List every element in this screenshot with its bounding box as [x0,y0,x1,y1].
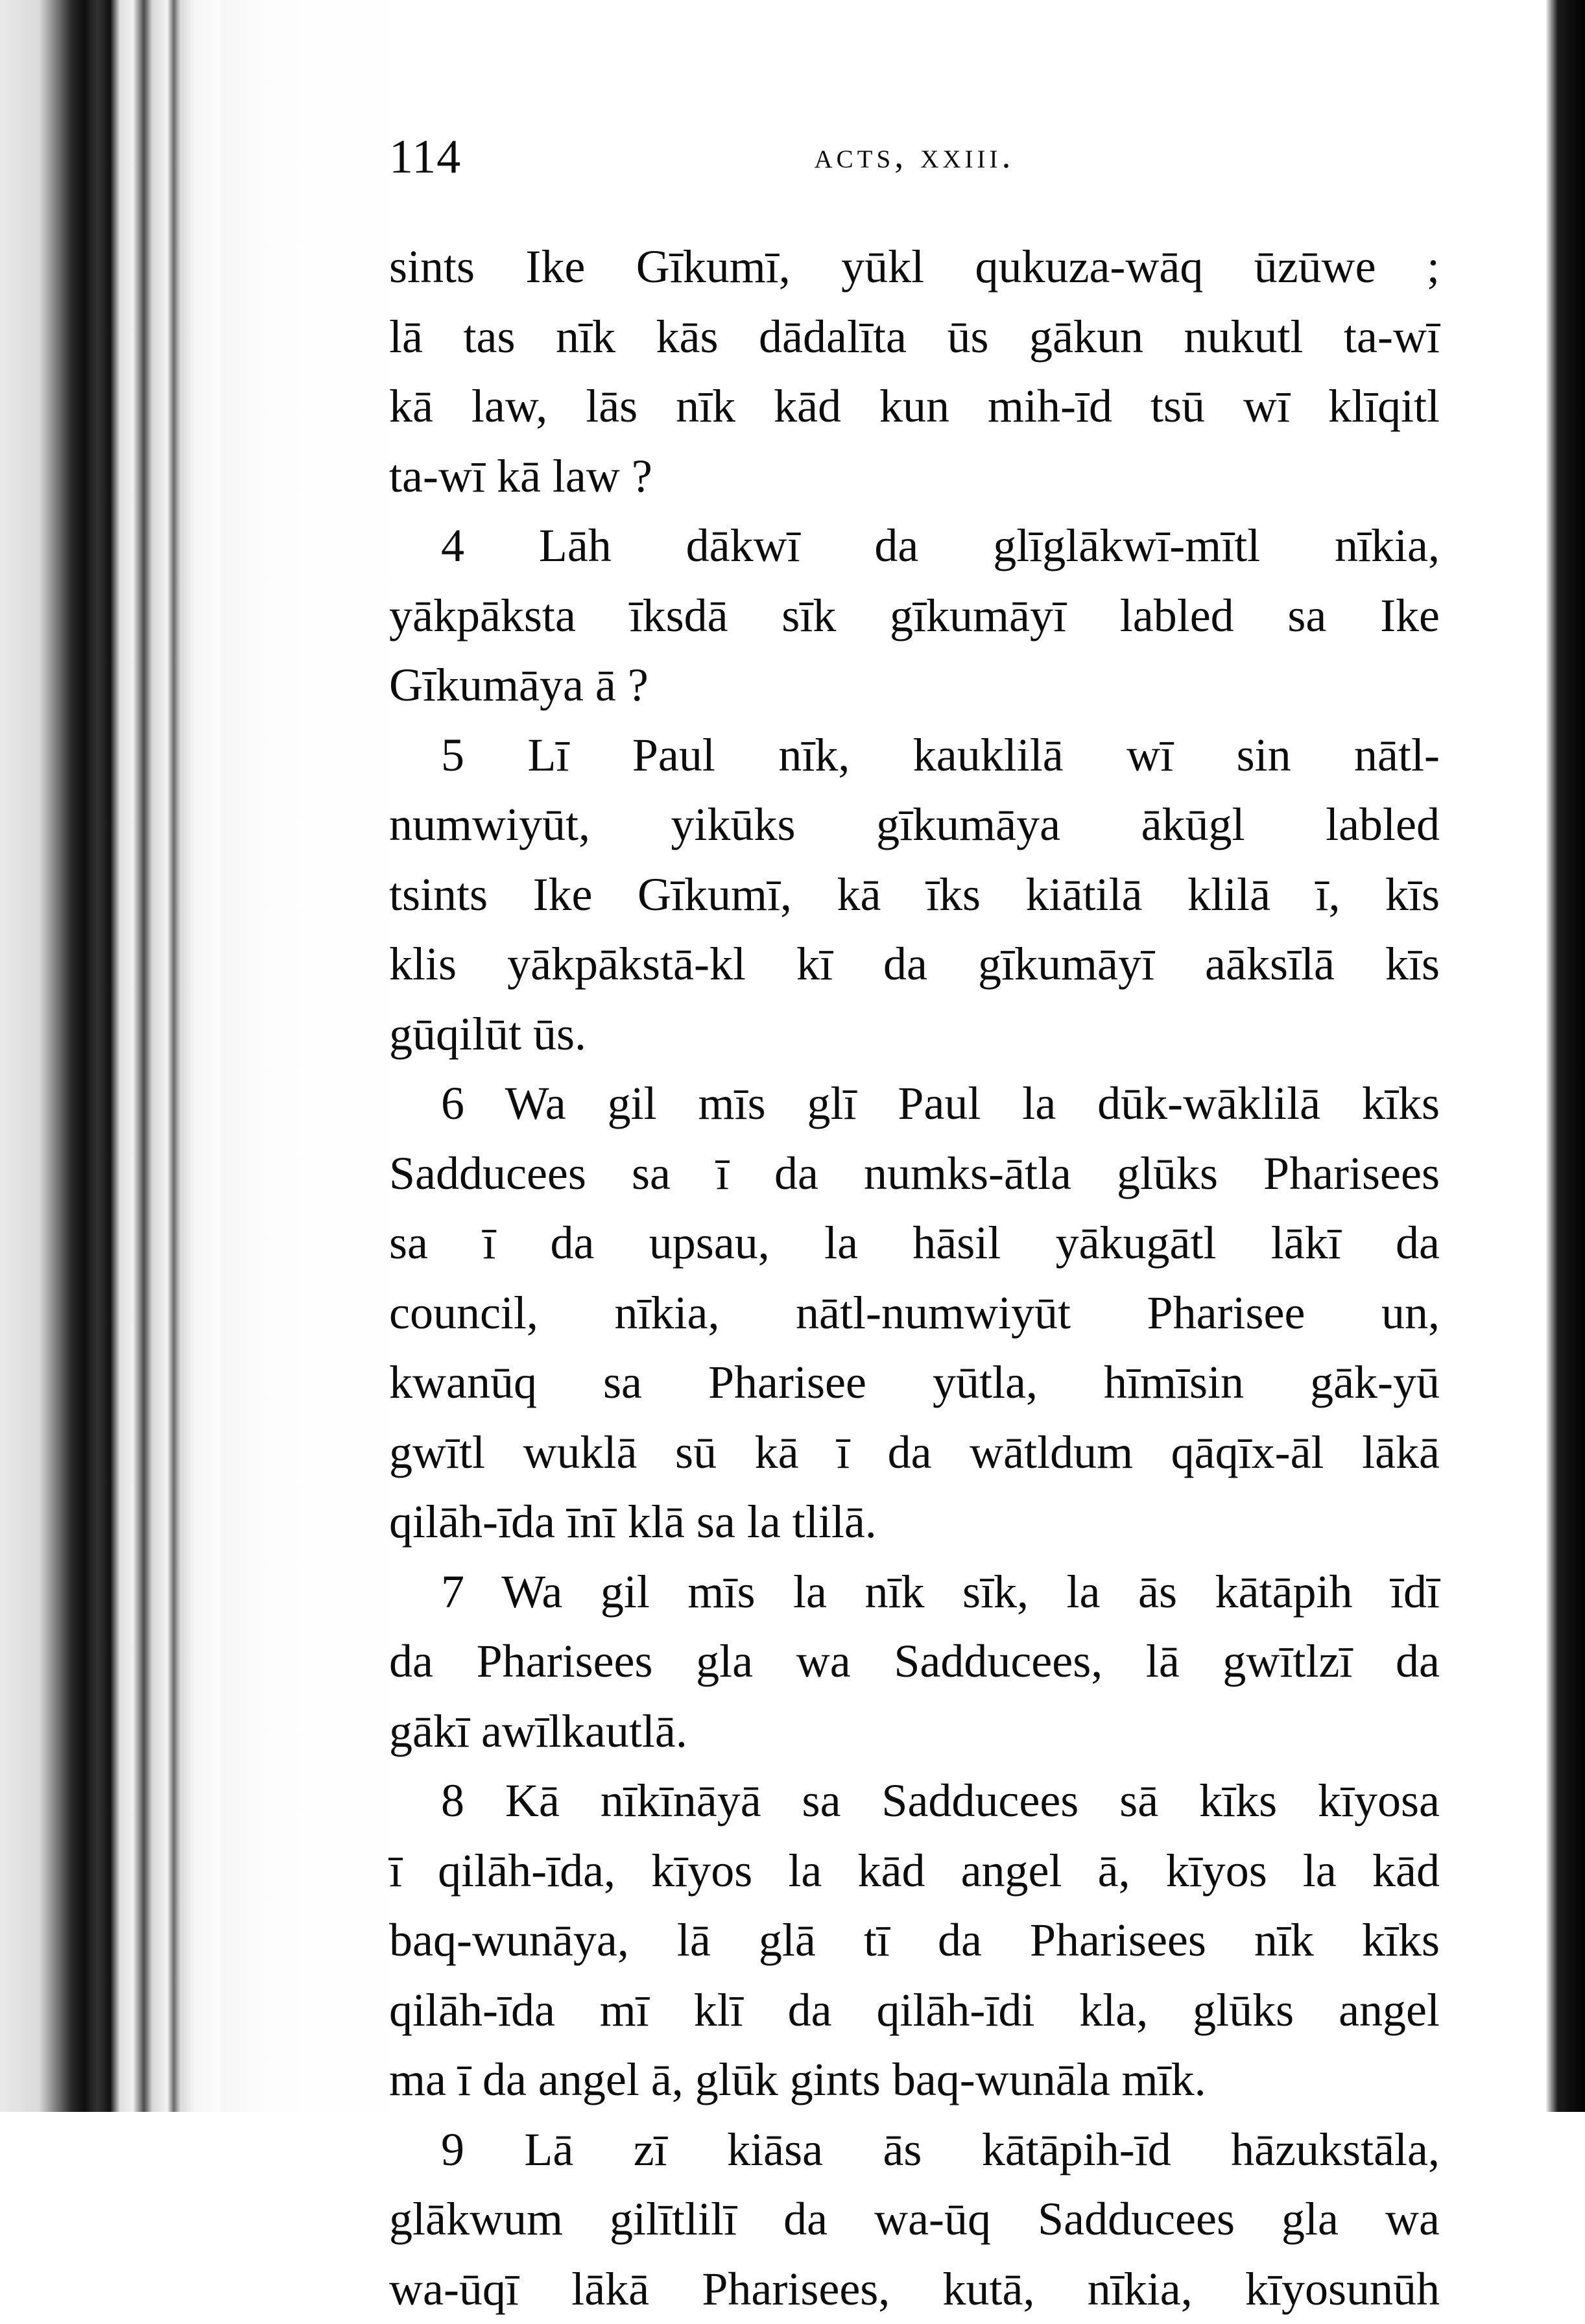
text-line: ta-wī kā law ? [389,442,1440,512]
text-line: ī qilāh-īda, kīyos la kād angel ā, kīyos la kād [389,1836,1440,1906]
text-line: da Pharisees gla wa Sadducees, lā gwītlzī da [389,1627,1440,1697]
body-text [389,232,1440,2324]
text-line: kā law, lās nīk kād kun mih-īd tsū wī klīqitl [389,372,1440,442]
page-right-edge [1546,0,1585,2112]
text-line: gwītl wuklā sū kā ī da wātldum qāqīx-āl lākā [389,1418,1440,1488]
text-line: klis yākpākstā-kl kī da gīkumāyī aāksīlā kīs [389,929,1440,1000]
text-line: Sadducees sa ī da numks-ātla glūks Pharisees [389,1139,1440,1209]
text-line: 6 Wa gil mīs glī Paul la dūk-wāklilā kīks [389,1069,1440,1139]
text-line: Gīkumāya ā ? [389,651,1440,721]
text-line: kwanūq sa Pharisee yūtla, hīmīsin gāk-yū [389,1348,1440,1418]
text-line: glākwum gilītlilī da wa-ūq Sadducees gla wa [389,2185,1440,2255]
text-line: numwiyūt, yikūks gīkumāya ākūgl labled [389,790,1440,860]
text-line: 7 Wa gil mīs la nīk sīk, la ās kātāpih īdī [389,1557,1440,1627]
book-spine-binding [0,0,220,2112]
text-line: qilāh-īda mī klī da qilāh-īdi kla, glūks angel [389,1976,1440,2046]
text-line: 8 Kā nīkīnāyā sa Sadducees sā kīks kīyosa [389,1766,1440,1836]
text-line: council, nīkia, nātl-numwiyūt Pharisee un, [389,1278,1440,1348]
text-line: tsints Ike Gīkumī, kā īks kiātilā klilā ī, kīs [389,860,1440,930]
text-line: qilāh-īda īnī klā sa la tlilā. [389,1487,1440,1557]
text-line: wa-ūqī lākā Pharisees, kutā, nīkia, kīyosunūh [389,2255,1440,2324]
page-header [389,130,1440,188]
running-title: acts, xxiii. [389,135,1440,176]
page-number: 114 [389,130,461,185]
text-line: gūqilūt ūs. [389,1000,1440,1070]
text-line: baq-wunāya, lā glā tī da Pharisees nīk kīks [389,1906,1440,1976]
text-line: sints Ike Gīkumī, yūkl qukuza-wāq ūzūwe ; [389,232,1440,302]
text-line: gākī awīlkautlā. [389,1697,1440,1767]
text-line: sa ī da upsau, la hāsil yākugātl lākī da [389,1208,1440,1278]
text-line: 5 Lī Paul nīk, kauklilā wī sin nātl- [389,721,1440,791]
text-line: 4 Lāh dākwī da glīglākwī-mītl nīkia, [389,511,1440,581]
text-line: lā tas nīk kās dādalīta ūs gākun nukutl ta-wī [389,302,1440,372]
text-line: 9 Lā zī kiāsa ās kātāpih-īd hāzukstāla, [389,2115,1440,2185]
text-line: ma ī da angel ā, glūk gints baq-wunāla mīk. [389,2045,1440,2115]
text-line: yākpāksta īksdā sīk gīkumāyī labled sa Ike [389,581,1440,651]
